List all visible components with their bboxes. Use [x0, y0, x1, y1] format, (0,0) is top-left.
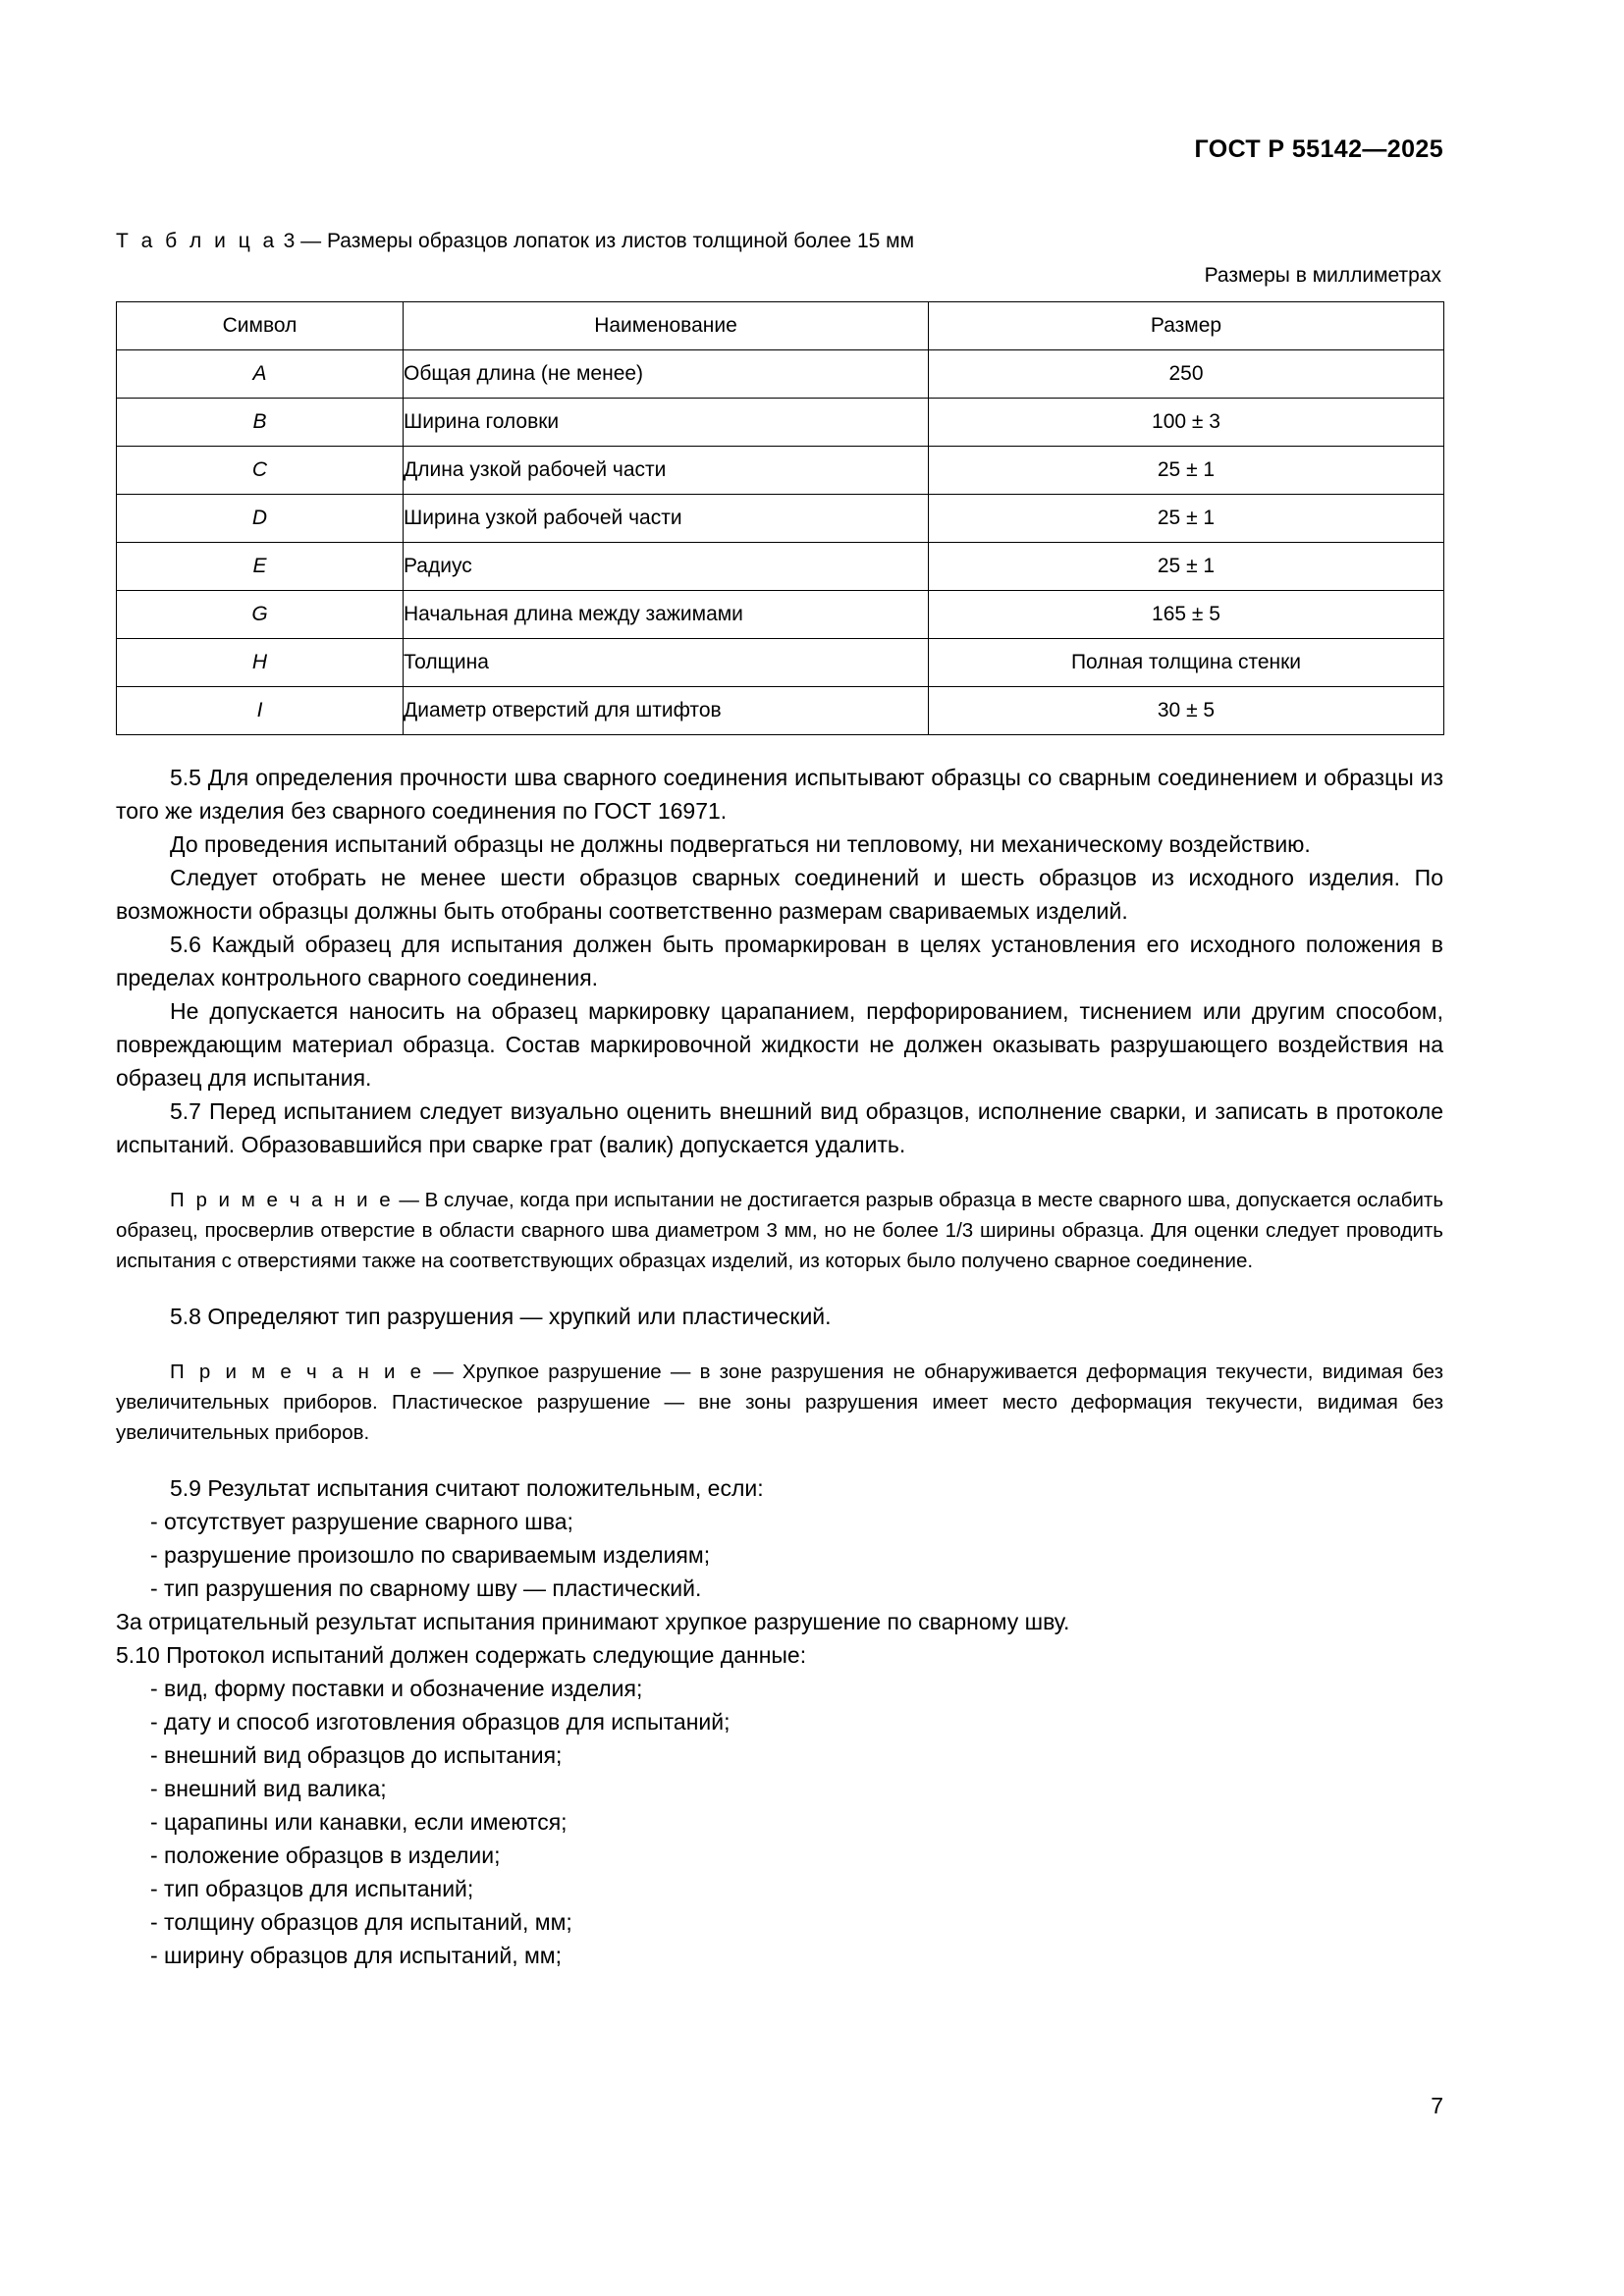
note-2-dash: — [433, 1361, 454, 1384]
note-1-dash: — [399, 1189, 419, 1212]
cell-name: Ширина узкой рабочей части [404, 495, 929, 543]
cell-symbol: I [117, 687, 404, 735]
clause-5-10: 5.10 Протокол испытаний должен содержать следующие данные: [116, 1642, 807, 1669]
table-row [117, 543, 1444, 591]
cell-symbol: B [117, 399, 404, 447]
page-number: 7 [1431, 2093, 1443, 2118]
column-header-size: Размер [929, 302, 1444, 350]
list-item: - внешний вид валика; [150, 1776, 387, 1802]
cell-symbol: C [117, 447, 404, 495]
cell-size: 25 ± 1 [929, 543, 1444, 591]
cell-symbol: H [117, 639, 404, 687]
body-text [116, 761, 1443, 1972]
note-2-text: Хрупкое разрушение — в зоне разрушения не обнаруживается деформация текучести, видимая без увеличительных приборов. Пластическое разрушение — вне зоны разрушения имеет место деформация текучести, видимая без увеличительных приборов. [116, 1361, 1443, 1445]
table-units-note: Размеры в миллиметрах [1204, 264, 1441, 288]
cell-size: 165 ± 5 [929, 591, 1444, 639]
table-row [117, 495, 1444, 543]
cell-symbol: A [117, 350, 404, 399]
list-item: - царапины или канавки, если имеются; [150, 1809, 568, 1836]
list-item: - отсутствует разрушение сварного шва; [150, 1509, 573, 1535]
cell-symbol: E [117, 543, 404, 591]
cell-name: Ширина головки [404, 399, 929, 447]
cell-size: 100 ± 3 [929, 399, 1444, 447]
table-caption-text: Размеры образцов лопаток из листов толщиной более 15 мм [326, 230, 915, 252]
cell-name: Начальная длина между зажимами [404, 591, 929, 639]
list-item: - тип образцов для испытаний; [150, 1876, 474, 1902]
clause-5-8: 5.8 Определяют тип разрушения — хрупкий или пластический. [170, 1304, 832, 1330]
list-item: - дату и способ изготовления образцов для испытаний; [150, 1709, 731, 1735]
cell-symbol: G [117, 591, 404, 639]
cell-symbol: D [117, 495, 404, 543]
clause-5-6: 5.6 Каждый образец для испытания должен быть промаркирован в целях установления его исходного положения в пределах контрольного сварного соединения. [116, 932, 1443, 991]
note-1-label: П р и м е ч а н и е [170, 1189, 394, 1212]
document-standard-id: ГОСТ Р 55142—2025 [1194, 135, 1443, 163]
clause-5-9-closing: За отрицательный результат испытания принимают хрупкое разрушение по сварному шву. [116, 1609, 1070, 1635]
table-row [117, 447, 1444, 495]
spacer [116, 1333, 1443, 1357]
note-2-label: П р и м е ч а н и е [170, 1361, 425, 1384]
table-row [117, 350, 1444, 399]
list-item: - разрушение произошло по свариваемым изделиям; [150, 1542, 711, 1569]
note-2 [116, 1357, 1443, 1448]
list-item: - внешний вид образцов до испытания; [150, 1742, 563, 1769]
cell-name: Толщина [404, 639, 929, 687]
list-item: - тип разрушения по сварному шву — пластический. [150, 1575, 702, 1602]
table-caption-number: 3 [283, 230, 296, 252]
table-row [117, 591, 1444, 639]
cell-size: 250 [929, 350, 1444, 399]
clause-5-7: 5.7 Перед испытанием следует визуально оценить внешний вид образцов, исполнение сварки, и записать в протоколе испытаний. Образовавшийся при сварке грат (валик) допускается удалить. [116, 1098, 1443, 1158]
list-item: - толщину образцов для испытаний, мм; [150, 1909, 572, 1936]
clause-5-5-paragraph-3: Следует отобрать не менее шести образцов сварных соединений и шесть образцов из исходного изделия. По возможности образцы должны быть отобраны соответственно размерам свариваемых изделий. [116, 865, 1443, 925]
clause-5-6-paragraph-2: Не допускается наносить на образец маркировку царапанием, перфорированием, тиснением или другим способом, повреждающим материал образца. Состав маркировочной жидкости не должен оказывать разрушающего воздействия на образец для испытания. [116, 998, 1443, 1092]
cell-name: Общая длина (не менее) [404, 350, 929, 399]
clause-5-5-paragraph-2: До проведения испытаний образцы не должны подвергаться ни тепловому, ни механическому воздействию. [170, 831, 1311, 858]
spacer [116, 1448, 1443, 1471]
cell-size: 30 ± 5 [929, 687, 1444, 735]
table-caption [116, 228, 1443, 254]
column-header-name: Наименование [404, 302, 929, 350]
clause-5-9: 5.9 Результат испытания считают положительным, если: [170, 1475, 764, 1502]
spacer [116, 1161, 1443, 1185]
column-header-symbol: Символ [117, 302, 404, 350]
list-item: - вид, форму поставки и обозначение изделия; [150, 1676, 643, 1702]
table-row [117, 399, 1444, 447]
table-caption-label: Т а б л и ц а [116, 230, 278, 252]
cell-size: 25 ± 1 [929, 447, 1444, 495]
table-caption-dash: — [300, 230, 322, 252]
table-row [117, 639, 1444, 687]
table-header-row [117, 302, 1444, 350]
clause-5-5: 5.5 Для определения прочности шва сварного соединения испытывают образцы со сварным соединением и образцы из того же изделия без сварного соединения по ГОСТ 16971. [116, 765, 1443, 825]
cell-name: Длина узкой рабочей части [404, 447, 929, 495]
cell-size: Полная толщина стенки [929, 639, 1444, 687]
cell-name: Диаметр отверстий для штифтов [404, 687, 929, 735]
note-1-text: В случае, когда при испытании не достигается разрыв образца в месте сварного шва, допускается ослабить образец, просверлив отверстие в области сварного шва диаметром 3 мм, но не более 1/3 ширины образца. Для оценки следует проводить испытания с отверстиями также на соответствующих образцах изделий, из которых было получено сварное соединение. [116, 1189, 1443, 1273]
list-item: - положение образцов в изделии; [150, 1842, 501, 1869]
spacer [116, 1276, 1443, 1300]
dimensions-table [116, 301, 1444, 735]
cell-size: 25 ± 1 [929, 495, 1444, 543]
cell-name: Радиус [404, 543, 929, 591]
note-1 [116, 1185, 1443, 1276]
page-content [116, 228, 1443, 1972]
list-item: - ширину образцов для испытаний, мм; [150, 1943, 563, 1969]
table-row [117, 687, 1444, 735]
